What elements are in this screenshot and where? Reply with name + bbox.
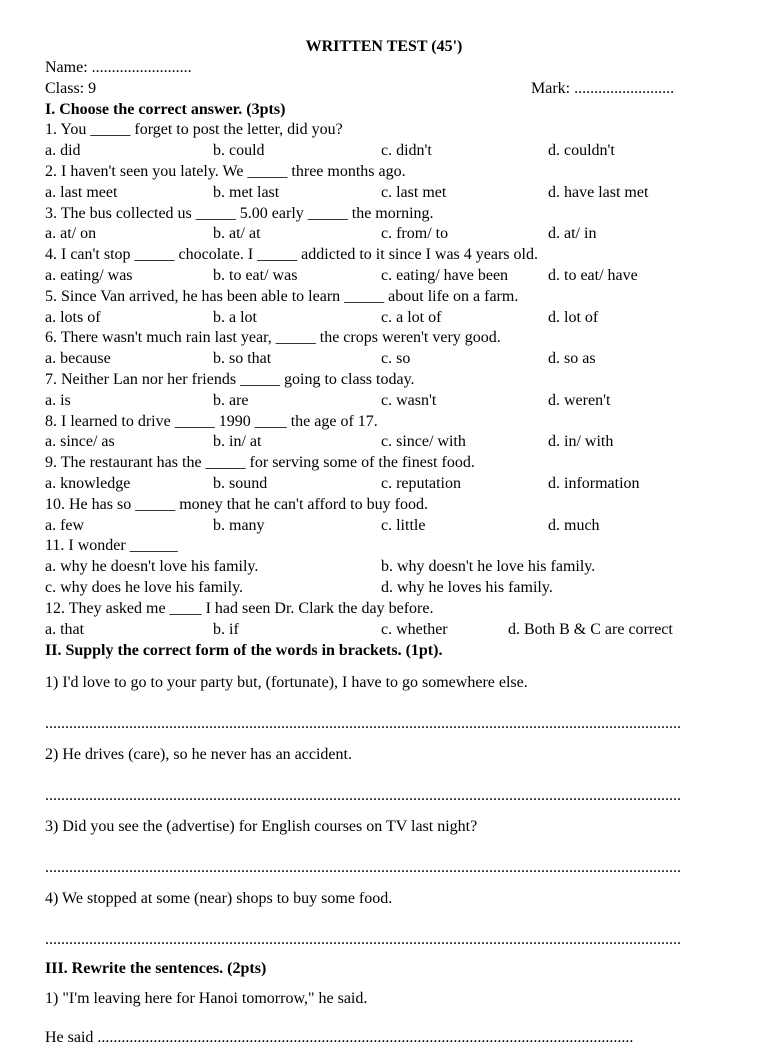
option-d: d. at/ in (548, 225, 597, 243)
question-5: 5. Since Van arrived, he has been able to learn _____ about life on a farm. (45, 287, 519, 305)
question-7: 7. Neither Lan nor her friends _____ going to class today. (45, 370, 415, 388)
option-d: d. Both B & C are correct (508, 620, 673, 638)
option-c: c. since/ with (381, 433, 466, 451)
option-a: a. that (45, 620, 85, 638)
section2-item-2: 2) He drives (care), so he never has an accident. (45, 746, 352, 764)
option-c: c. so (381, 350, 411, 368)
section3-heading: III. Rewrite the sentences. (2pts) (45, 960, 267, 978)
option-a: a. knowledge (45, 474, 131, 492)
option-a: a. eating/ was (45, 266, 133, 284)
question-9: 9. The restaurant has the _____ for serving some of the finest food. (45, 454, 475, 472)
option-a: a. did (45, 142, 81, 160)
option-b: b. at/ at (213, 225, 261, 243)
question-11: 11. I wonder ______ (45, 537, 178, 555)
question-2-options (45, 183, 768, 204)
option-c: c. from/ to (381, 225, 449, 243)
question-4-options (45, 266, 768, 287)
option-c: c. whether (381, 620, 448, 638)
option-b: b. if (213, 620, 239, 638)
section3-item-1: 1) "I'm leaving here for Hanoi tomorrow," he said. (45, 990, 368, 1008)
option-d: d. to eat/ have (548, 266, 638, 284)
option-a: a. at/ on (45, 225, 97, 243)
option-d: d. weren't (548, 391, 611, 409)
option-d: d. why he loves his family. (381, 578, 553, 596)
question-10: 10. He has so _____ money that he can't afford to buy food. (45, 495, 428, 513)
option-a: a. last meet (45, 183, 118, 201)
option-a: a. why he doesn't love his family. (45, 558, 259, 576)
option-d: d. so as (548, 350, 596, 368)
section2-item-4: 4) We stopped at some (near) shops to buy some food. (45, 890, 393, 908)
question-10-options (45, 516, 768, 537)
option-b: b. many (213, 516, 265, 534)
question-8: 8. I learned to drive _____ 1990 ____ the age of 17. (45, 412, 378, 430)
option-c: c. reputation (381, 474, 461, 492)
option-a: a. since/ as (45, 433, 115, 451)
class-label: Class: 9 (45, 79, 97, 97)
option-b: b. why doesn't he love his family. (381, 558, 596, 576)
option-d: d. have last met (548, 183, 649, 201)
answer-line-2: ............................................................................................................................................................... (45, 787, 681, 805)
page-title: WRITTEN TEST (45') (305, 38, 463, 55)
question-list (45, 120, 768, 536)
option-b: b. sound (213, 474, 268, 492)
option-d: d. couldn't (548, 142, 615, 160)
question-11-options-row2 (45, 578, 768, 599)
question-6-options (45, 349, 768, 370)
option-d: d. information (548, 474, 640, 492)
question-11-options-row1 (45, 557, 768, 578)
question-9-options (45, 474, 768, 495)
question-5-options (45, 308, 768, 329)
question-8-options (45, 432, 768, 453)
answer-line-4: ............................................................................................................................................................... (45, 931, 681, 949)
answer-line-1: ............................................................................................................................................................... (45, 715, 681, 733)
option-c: c. wasn't (381, 391, 437, 409)
question-6: 6. There wasn't much rain last year, _____ the crops weren't very good. (45, 329, 501, 347)
question-3: 3. The bus collected us _____ 5.00 early _____ the morning. (45, 204, 434, 222)
option-b: b. could (213, 142, 265, 160)
question-12: 12. They asked me ____ I had seen Dr. Clark the day before. (45, 599, 434, 617)
option-b: b. met last (213, 183, 280, 201)
option-c: c. why does he love his family. (45, 578, 244, 596)
question-1-options (45, 141, 768, 162)
option-c: c. little (381, 516, 426, 534)
option-a: a. few (45, 516, 85, 534)
section1-heading: I. Choose the correct answer. (3pts) (45, 100, 286, 118)
option-b: b. to eat/ was (213, 266, 298, 284)
section3-answer-line-1: He said ...................................................................................................................................... (45, 1029, 634, 1047)
option-d: d. in/ with (548, 433, 614, 451)
option-b: b. in/ at (213, 433, 262, 451)
question-3-options (45, 224, 768, 245)
question-1: 1. You _____ forget to post the letter, did you? (45, 121, 343, 139)
section2-heading: II. Supply the correct form of the words in brackets. (1pt). (45, 642, 443, 660)
question-12-options (45, 620, 768, 641)
option-c: c. a lot of (381, 308, 442, 326)
option-c: c. didn't (381, 142, 432, 160)
option-a: a. lots of (45, 308, 101, 326)
question-4: 4. I can't stop _____ chocolate. I _____ addicted to it since I was 4 years old. (45, 246, 538, 264)
option-b: b. a lot (213, 308, 257, 326)
section2-item-3: 3) Did you see the (advertise) for English courses on TV last night? (45, 818, 478, 836)
option-a: a. is (45, 391, 71, 409)
option-a: a. because (45, 350, 111, 368)
question-7-options (45, 391, 768, 412)
name-field: Name: ......................... (45, 59, 192, 76)
section2-item-1: 1) I'd love to go to your party but, (fortunate), I have to go somewhere else. (45, 674, 528, 692)
mark-field: Mark: ......................... (531, 79, 675, 97)
question-2: 2. I haven't seen you lately. We _____ three months ago. (45, 162, 406, 180)
option-b: b. so that (213, 350, 272, 368)
option-c: c. last met (381, 183, 447, 201)
option-d: d. much (548, 516, 600, 534)
class-row (45, 79, 768, 100)
answer-line-3: ............................................................................................................................................................... (45, 859, 681, 877)
option-c: c. eating/ have been (381, 266, 509, 284)
option-b: b. are (213, 391, 249, 409)
option-d: d. lot of (548, 308, 599, 326)
